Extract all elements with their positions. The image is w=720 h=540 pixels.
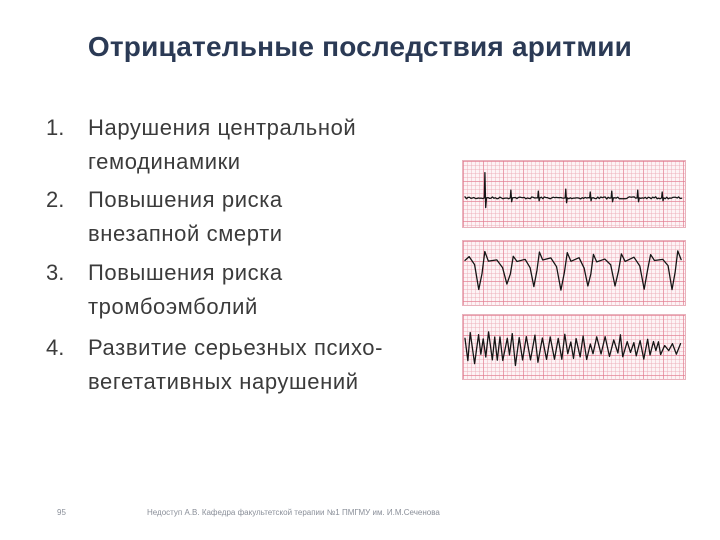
list-item-line: Повышения риска [88,187,283,212]
list-item-line: гемодинамики [88,149,241,174]
list-item-line: Развитие серьезных психо- [88,335,384,360]
ecg-trace [465,173,682,208]
footer-credit: Недоступ А.В. Кафедра факультетской терапии №1 ПМГМУ им. И.М.Сеченова [147,508,440,517]
list-item-text [88,256,283,324]
list-item-text [88,331,383,399]
ecg-strip-image [462,240,686,306]
page-number: 95 [57,508,66,517]
list-item-text [88,111,356,179]
list-item-line: внезапной смерти [88,221,283,246]
list-item-line: Повышения риска [88,260,283,285]
list-item-line: Нарушения центральной [88,115,357,140]
slide-title: Отрицательные последствия аритмии [87,31,633,62]
ecg-strip-image [462,314,686,380]
list-item-line: тромбоэмболий [88,294,258,319]
list-item-number: 4. [46,335,65,360]
list-item-text [88,183,283,251]
ecg-trace-graphic [463,315,685,379]
list-item-number: 3. [46,260,65,285]
ecg-trace-graphic [463,241,685,305]
list-item-number: 2. [46,187,65,212]
ecg-strip-image [462,160,686,228]
ecg-trace [465,251,681,290]
ecg-trace-graphic [463,161,685,227]
list-item-line: вегетативных нарушений [88,369,359,394]
ecg-trace [465,332,681,366]
list-item-number: 1. [46,115,65,140]
